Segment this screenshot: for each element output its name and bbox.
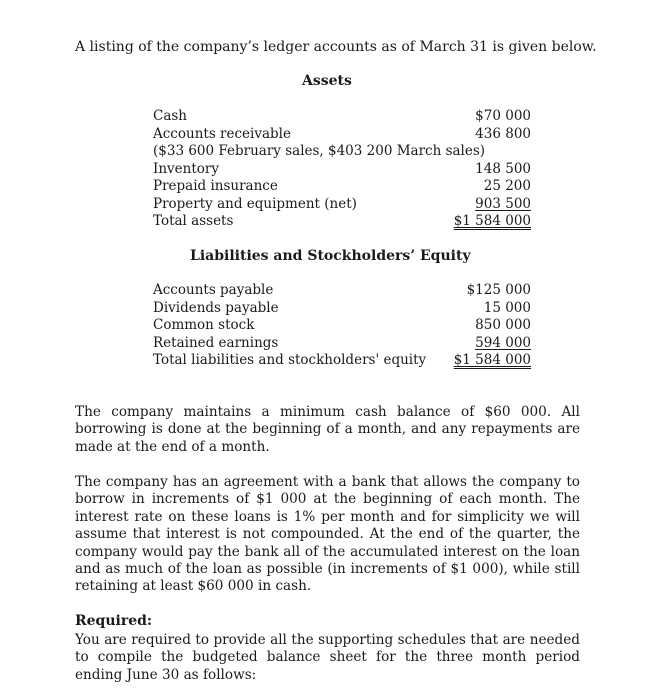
- ledger-row-total-assets: [153, 213, 531, 231]
- row-label: Accounts receivable: [153, 125, 291, 142]
- row-amount: 903 500: [475, 195, 531, 212]
- row-label: Total liabilities and stockholders' equity: [153, 352, 427, 368]
- ledger-row-property-equipment: [153, 196, 531, 214]
- row-label: Retained earnings: [153, 334, 279, 351]
- row-amount: $1 584 000: [453, 213, 531, 229]
- row-label: Cash: [153, 108, 188, 124]
- assets-heading: Assets: [302, 73, 352, 89]
- row-amount: 25 200: [483, 178, 531, 194]
- ledger-row-cash: [153, 108, 531, 126]
- ledger-row-accounts-payable: [153, 282, 531, 300]
- row-label: Prepaid insurance: [153, 178, 278, 194]
- row-label: Accounts payable: [153, 282, 274, 298]
- intro-text: A listing of the company’s ledger accounts as of March 31 is given below.: [75, 39, 597, 55]
- row-label: Dividends payable: [153, 299, 279, 316]
- bank-agreement-paragraph: The company has an agreement with a bank that allows the company to borrow in increments of $1 000 at the beginning of each month. The interest rate on these loans is 1% per month and for simplicity we will assume that interest is not compounded. At the end of the quarter, the company would pay the bank all of the accumulated interest on the loan and as much of the loan as possible (in increments of $1 000), while still retaining at least $60 000 in cash.: [75, 474, 580, 595]
- row-label: ($33 600 February sales, $403 200 March sales): [153, 143, 486, 159]
- required-paragraph: You are required to provide all the supporting schedules that are needed to compile the budgeted balance sheet for the three month period ending June 30 as follows:: [75, 632, 580, 683]
- row-amount: 15 000: [483, 299, 531, 316]
- assets-ledger: [153, 108, 531, 231]
- ledger-row-common-stock: [153, 317, 531, 335]
- required-heading: Required:: [75, 613, 153, 629]
- row-amount: $125 000: [466, 282, 531, 298]
- ledger-row-total-liabilities-equity: [153, 352, 531, 370]
- liabilities-ledger: [153, 282, 531, 370]
- ledger-row-inventory: [153, 161, 531, 179]
- ledger-row-prepaid-insurance: [153, 178, 531, 196]
- ledger-row-retained-earnings: [153, 335, 531, 353]
- row-amount: 148 500: [475, 160, 531, 177]
- row-amount: $1 584 000: [453, 352, 531, 368]
- liabilities-heading: Liabilities and Stockholders’ Equity: [190, 248, 471, 264]
- row-label: Total assets: [153, 213, 234, 229]
- ledger-row-dividends-payable: [153, 300, 531, 318]
- row-label: Inventory: [153, 160, 219, 177]
- ledger-row-accounts-receivable: [153, 126, 531, 144]
- row-label: Common stock: [153, 317, 255, 333]
- row-label: Property and equipment (net): [153, 195, 357, 212]
- row-amount: 594 000: [475, 334, 531, 351]
- row-amount: 850 000: [475, 317, 531, 333]
- ledger-row-receivable-note: [153, 143, 531, 161]
- row-amount: 436 800: [475, 125, 531, 142]
- row-amount: $70 000: [475, 108, 531, 124]
- minimum-cash-paragraph: The company maintains a minimum cash balance of $60 000. All borrowing is done at the beginning of a month, and any repayments are made at the end of a month.: [75, 404, 580, 455]
